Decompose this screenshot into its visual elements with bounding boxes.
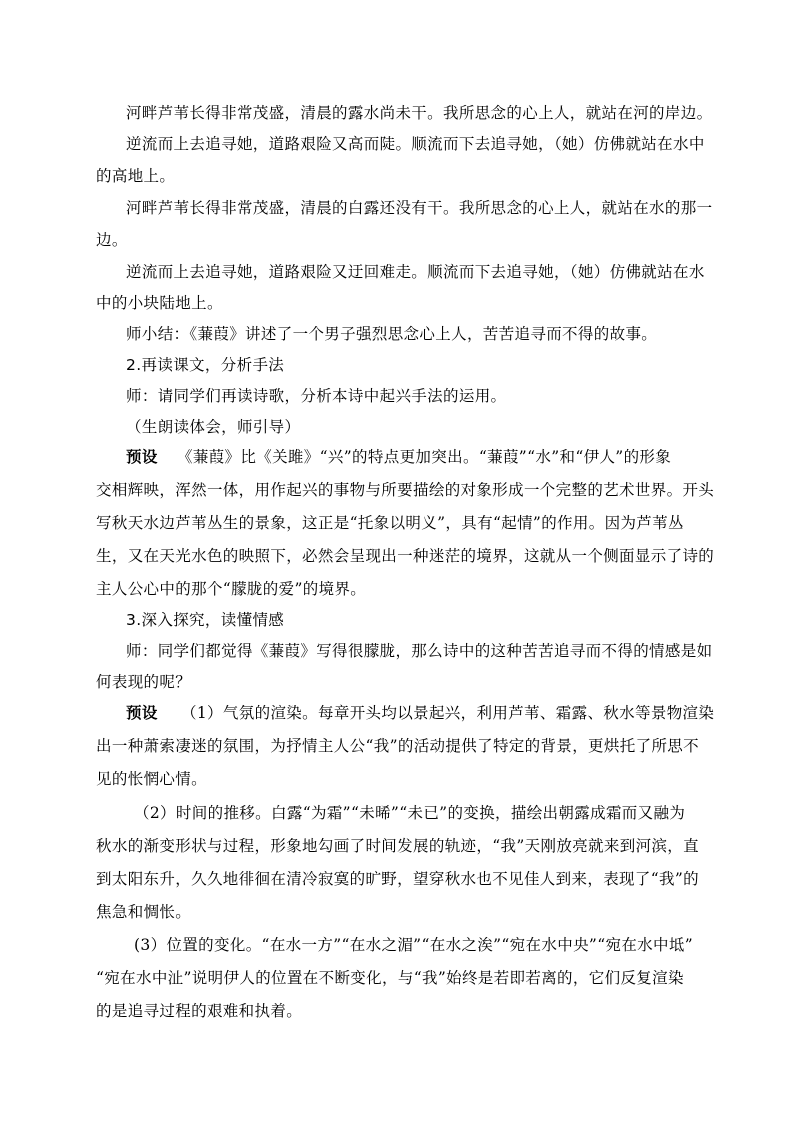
preset-label: 预设 bbox=[126, 704, 158, 722]
preset-label: 预设 bbox=[126, 448, 158, 466]
paragraph-line: 生，又在天光水色的映照下，必然会呈现出一种迷茫的境界，这就从一个侧面显示了诗的 bbox=[96, 547, 715, 565]
paragraph-line: 逆流而上去追寻她，道路艰险又高而陡。顺流而下去追寻她，（她）仿佛就站在水中 bbox=[126, 135, 705, 153]
preset-paragraph-2 bbox=[126, 703, 715, 723]
paragraph-line: （2）时间的推移。白露“为霜”“未晞”“未已”的变换，描绘出朝露成霜而又融为 bbox=[134, 804, 686, 822]
section-heading: 2.再读课文，分析手法 bbox=[126, 356, 285, 374]
section-heading: 3.深入探究，读懂情感 bbox=[126, 611, 285, 629]
paragraph-line: 秋水的渐变形状与过程，形象地勾画了时间发展的轨迹，“我”天刚放亮就来到河滨，直 bbox=[96, 837, 700, 855]
teacher-summary: 师小结：《蒹葭》讲述了一个男子强烈思念心上人，苦苦追寻而不得的故事。 bbox=[126, 325, 658, 343]
paragraph-line: “宛在水中沚”说明伊人的位置在不断变化，与“我”始终是若即若离的，它们反复渲染 bbox=[96, 969, 684, 987]
paragraph-line: 的是追寻过程的艰难和执着。 bbox=[96, 1002, 303, 1020]
paragraph-line: 到太阳东升，久久地徘徊在清冷寂寞的旷野，望穿秋水也不见佳人到来，表现了“我”的 bbox=[96, 870, 700, 888]
preset-paragraph-1 bbox=[126, 447, 711, 467]
paragraph-line: 中的小块陆地上。 bbox=[96, 294, 223, 312]
paragraph-line: （1）气氛的渲染。每章开头均以景起兴，利用芦苇、霜露、秋水等景物渲染 bbox=[180, 704, 715, 722]
stage-direction: （生朗读体会，师引导） bbox=[126, 418, 301, 436]
paragraph-line: 河畔芦苇长得非常茂盛，清晨的露水尚未干。我所思念的心上人，就站在河的岸边。 bbox=[126, 104, 713, 122]
paragraph-line: 边。 bbox=[96, 231, 128, 249]
paragraph-line: 《蒹葭》比《关雎》“兴”的特点更加突出。“蒹葭”“水”和“伊人”的形象 bbox=[176, 448, 672, 466]
paragraph-line: 写秋天水边芦苇丛生的景象，这正是“托象以明义”，具有“起情”的作用。因为芦苇丛 bbox=[96, 514, 684, 532]
paragraph-line: 河畔芦苇长得非常茂盛，清晨的白露还没有干。我所思念的心上人，就站在水的那一 bbox=[126, 199, 713, 217]
teacher-question: 师：同学们都觉得《蒹葭》写得很朦胧，那么诗中的这种苦苦追寻而不得的情感是如 bbox=[126, 642, 713, 660]
teacher-prompt: 师：请同学们再读诗歌，分析本诗中起兴手法的运用。 bbox=[126, 387, 507, 405]
paragraph-line: 逆流而上去追寻她，道路艰险又迂回难走。顺流而下去追寻她，（她）仿佛就站在水 bbox=[126, 263, 705, 281]
paragraph-line: 的高地上。 bbox=[96, 167, 176, 185]
paragraph-line: 主人公心中的那个“朦胧的爱”的境界。 bbox=[96, 580, 367, 598]
paragraph-line: 出一种萧索凄迷的氛围，为抒情主人公“我”的活动提供了特定的背景，更烘托了所思不 bbox=[96, 737, 700, 755]
paragraph-line: 交相辉映，浑然一体，用作起兴的事物与所要描绘的对象形成一个完整的艺术世界。开头 bbox=[96, 481, 715, 499]
paragraph-line: (3）位置的变化。“在水一方”“在水之湄”“在水之涘”“宛在水中央”“宛在水中坻” bbox=[134, 936, 694, 954]
teacher-question: 何表现的呢？ bbox=[96, 673, 192, 691]
paragraph-line: 见的怅惘心情。 bbox=[96, 770, 207, 788]
paragraph-line: 焦急和惆怅。 bbox=[96, 903, 192, 921]
